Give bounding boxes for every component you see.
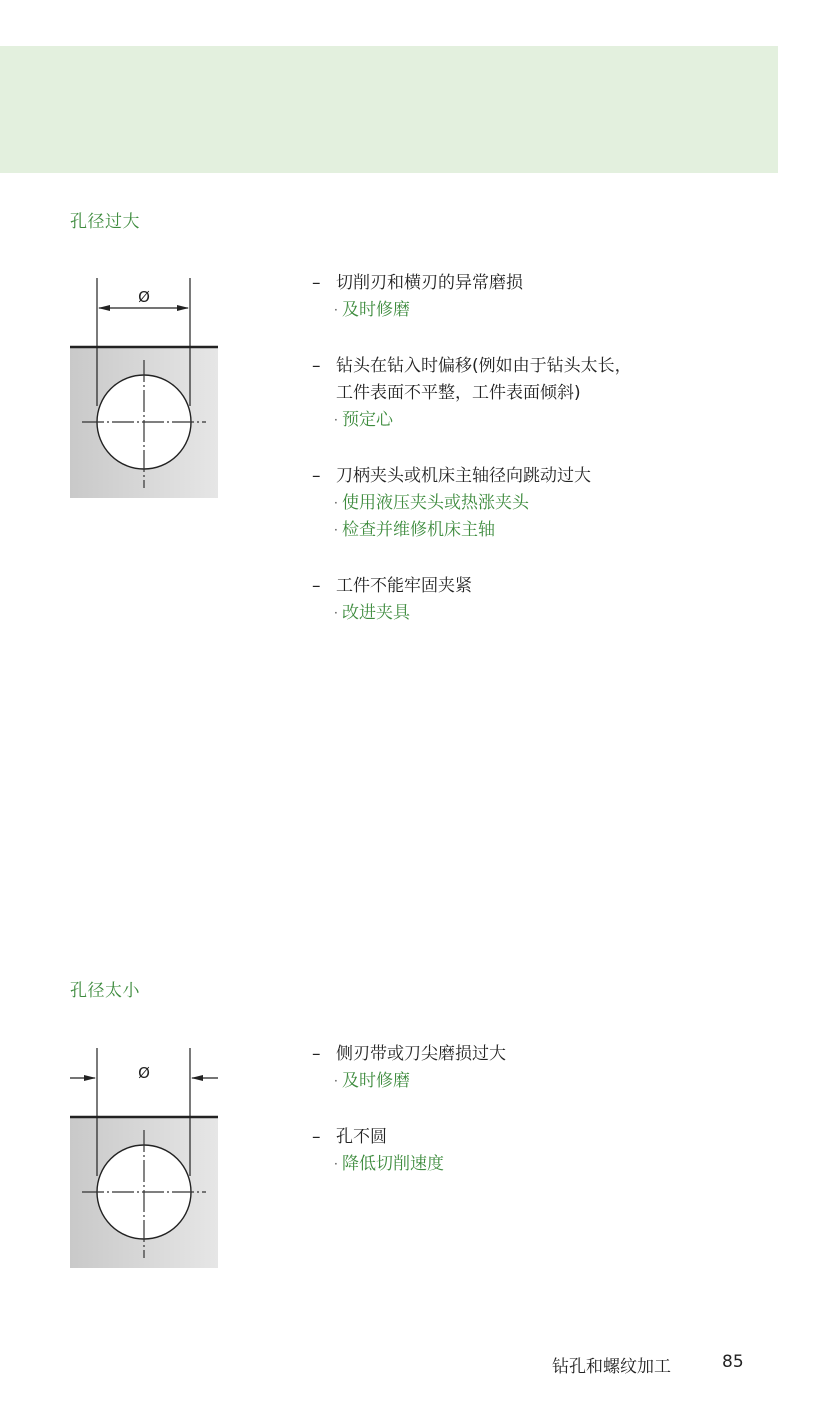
dot-bullet: · bbox=[334, 496, 338, 510]
section-title-undersize: 孔径太小 bbox=[70, 981, 140, 1001]
dot-bullet: · bbox=[334, 606, 338, 620]
cause-item bbox=[312, 463, 732, 544]
cause-text: 工件不能牢固夹紧 bbox=[336, 576, 472, 596]
remedy-text: 及时修磨 bbox=[342, 300, 410, 320]
dash-bullet: – bbox=[312, 356, 321, 376]
cause-item bbox=[312, 1041, 732, 1095]
dash-bullet: – bbox=[312, 1127, 321, 1147]
undersize-causes-list bbox=[312, 1041, 732, 1207]
cause-text: 刀柄夹头或机床主轴径向跳动过大 bbox=[336, 466, 591, 486]
footer-chapter-title: 钻孔和螺纹加工 bbox=[552, 1357, 671, 1377]
remedy-text: 预定心 bbox=[342, 410, 393, 430]
header-band bbox=[0, 46, 778, 173]
cause-text: 切削刃和横刃的异常磨损 bbox=[336, 273, 523, 293]
remedy-text: 使用液压夹头或热涨夹头 bbox=[342, 493, 529, 513]
oversize-hole-diagram bbox=[60, 270, 240, 509]
dot-bullet: · bbox=[334, 523, 338, 537]
remedy-text: 改进夹具 bbox=[342, 603, 410, 623]
cause-item bbox=[312, 270, 732, 324]
dash-bullet: – bbox=[312, 1044, 321, 1064]
dash-bullet: – bbox=[312, 466, 321, 486]
dash-bullet: – bbox=[312, 576, 321, 596]
remedy-text: 检查并维修机床主轴 bbox=[342, 520, 495, 540]
cause-text-line-1: 钻头在钻入时偏移(例如由于钻头太长， bbox=[336, 356, 632, 376]
dot-bullet: · bbox=[334, 413, 338, 427]
undersize-hole-drawing bbox=[60, 1040, 240, 1275]
undersize-hole-diagram bbox=[60, 1040, 240, 1279]
remedy-text: 降低切削速度 bbox=[342, 1154, 444, 1174]
page-number: 85 bbox=[722, 1352, 744, 1372]
section-title-oversize: 孔径过大 bbox=[70, 212, 140, 232]
cause-text: 孔不圆 bbox=[336, 1127, 387, 1147]
cause-text: 侧刃带或刀尖磨损过大 bbox=[336, 1044, 506, 1064]
dot-bullet: · bbox=[334, 1157, 338, 1171]
diameter-symbol: Ø bbox=[138, 1064, 150, 1082]
dot-bullet: · bbox=[334, 1074, 338, 1088]
oversize-hole-drawing bbox=[60, 270, 240, 505]
dash-bullet: – bbox=[312, 273, 321, 293]
oversize-causes-list bbox=[312, 270, 732, 656]
remedy-text: 及时修磨 bbox=[342, 1071, 410, 1091]
cause-item bbox=[312, 1124, 732, 1178]
cause-text-line-2: 工件表面不平整，工件表面倾斜) bbox=[336, 383, 581, 403]
cause-item bbox=[312, 353, 732, 434]
dot-bullet: · bbox=[334, 303, 338, 317]
cause-item bbox=[312, 573, 732, 627]
diameter-symbol: Ø bbox=[138, 288, 150, 306]
